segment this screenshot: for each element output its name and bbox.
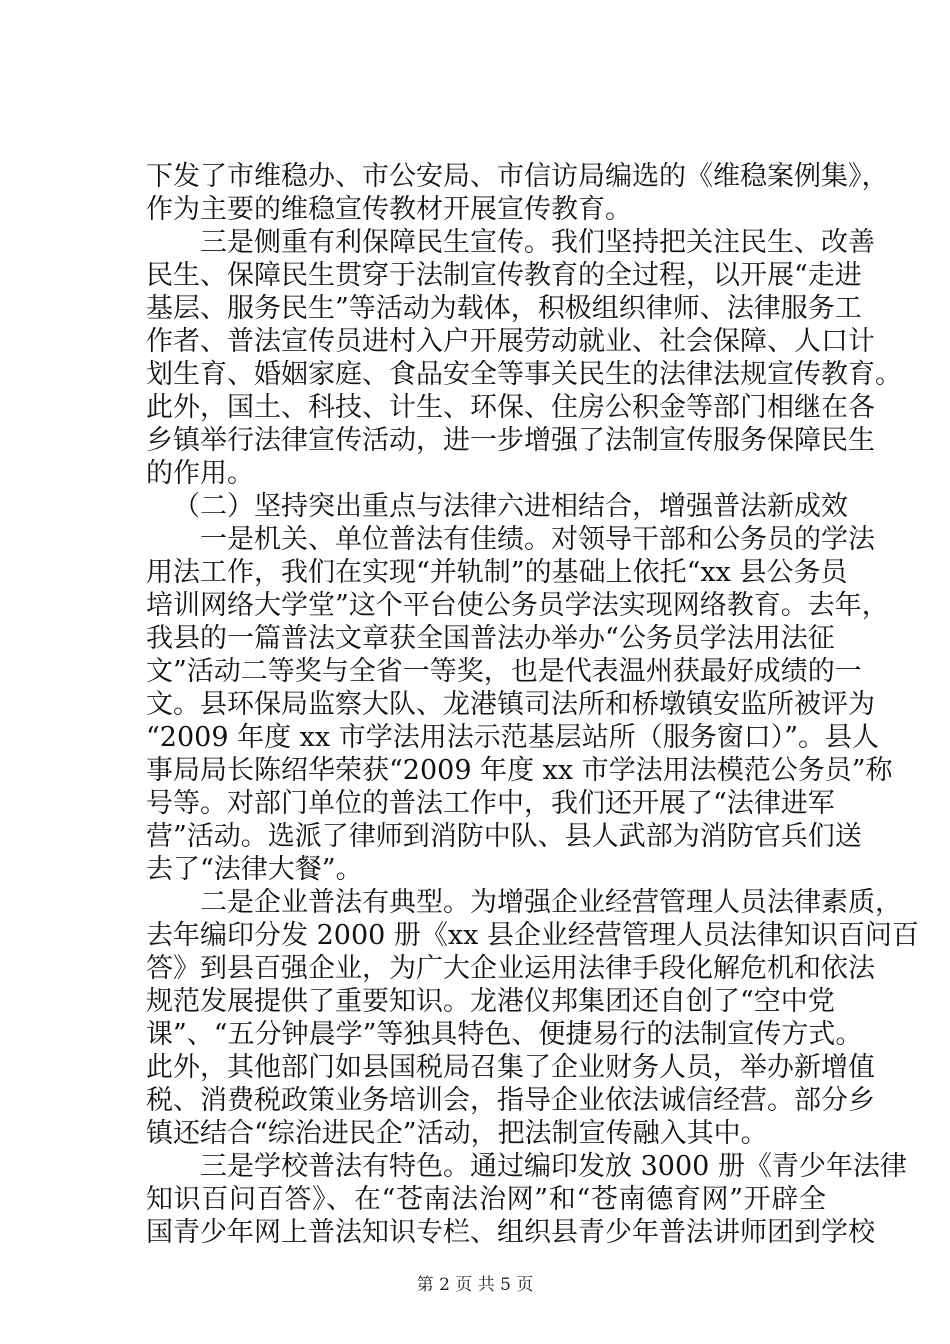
text-line: 号等。对部门单位的普法工作中，我们还开展了“法律进军 bbox=[146, 788, 835, 819]
text-line: 二是企业普法有典型。为增强企业经营管理人员法律素质， bbox=[200, 887, 902, 918]
text-line: 基层、服务民生”等活动为载体，积极组织律师、法律服务工 bbox=[146, 293, 862, 324]
text-line: “2009 年度 xx 市学法用法示范基层站所（服务窗口）”。县人 bbox=[146, 722, 880, 753]
text-line: 去了“法律大餐”。 bbox=[146, 854, 363, 885]
text-line: 税、消费税政策业务培训会，指导企业依法诚信经营。部分乡 bbox=[146, 1085, 875, 1116]
text-line: 下发了市维稳办、市公安局、市信访局编选的《维稳案例集》， bbox=[146, 161, 889, 192]
text-line: 的作用。 bbox=[146, 458, 254, 489]
text-line: 一是机关、单位普法有佳绩。对领导干部和公务员的学法 bbox=[200, 524, 875, 555]
text-line: 此外，其他部门如县国税局召集了企业财务人员，举办新增值 bbox=[146, 1052, 875, 1083]
text-line: 文”活动二等奖与全省一等奖，也是代表温州获最好成绩的一 bbox=[146, 656, 862, 687]
section-heading: （二）坚持突出重点与法律六进相结合，增强普法新成效 bbox=[173, 491, 848, 522]
text-line: 我县的一篇普法文章获全国普法办举办“公务员学法用法征 bbox=[146, 623, 835, 654]
body-text bbox=[146, 160, 919, 1249]
text-line: 划生育、婚姻家庭、食品安全等事关民生的法律法规宣传教育。 bbox=[146, 359, 902, 390]
text-line: 去年编印分发 2000 册《xx 县企业经营管理人员法律知识百问百 bbox=[146, 920, 919, 951]
text-line: 课”、“五分钟晨学”等独具特色、便捷易行的法制宣传方式。 bbox=[146, 1019, 863, 1050]
text-line: 事局局长陈绍华荣获“2009 年度 xx 市学法用法模范公务员”称 bbox=[146, 755, 893, 786]
page-footer: 第 2 页 共 5 页 bbox=[416, 1275, 534, 1295]
text-line: 作为主要的维稳宣传教材开展宣传教育。 bbox=[146, 194, 632, 225]
text-line: 知识百问百答》、在“苍南法治网”和“苍南德育网”开辟全 bbox=[146, 1184, 826, 1215]
text-line: 此外，国土、科技、计生、环保、住房公积金等部门相继在各 bbox=[146, 392, 875, 423]
text-line: 三是学校普法有特色。通过编印发放 3000 册《青少年法律 bbox=[200, 1151, 907, 1182]
text-line: 乡镇举行法律宣传活动，进一步增强了法制宣传服务保障民生 bbox=[146, 425, 875, 456]
text-line: 民生、保障民生贯穿于法制宣传教育的全过程，以开展“走进 bbox=[146, 260, 862, 291]
text-line: 文。县环保局监察大队、龙港镇司法所和桥墩镇安监所被评为 bbox=[146, 689, 875, 720]
text-line: 答》到县百强企业，为广大企业运用法律手段化解危机和依法 bbox=[146, 953, 875, 984]
text-line: 三是侧重有利保障民生宣传。我们坚持把关注民生、改善 bbox=[200, 227, 875, 258]
text-line: 规范发展提供了重要知识。龙港仪邦集团还自创了“空中党 bbox=[146, 986, 835, 1017]
text-line: 镇还结合“综治进民企”活动，把法制宣传融入其中。 bbox=[146, 1118, 768, 1149]
text-line: 培训网络大学堂”这个平台使公务员学法实现网络教育。去年， bbox=[146, 590, 889, 621]
text-line: 营”活动。选派了律师到消防中队、县人武部为消防官兵们送 bbox=[146, 821, 862, 852]
text-line: 用法工作，我们在实现“并轨制”的基础上依托“xx 县公务员 bbox=[146, 557, 848, 588]
text-line: 作者、普法宣传员进村入户开展劳动就业、社会保障、人口计 bbox=[146, 326, 875, 357]
text-line: 国青少年网上普法知识专栏、组织县青少年普法讲师团到学校 bbox=[146, 1217, 875, 1248]
